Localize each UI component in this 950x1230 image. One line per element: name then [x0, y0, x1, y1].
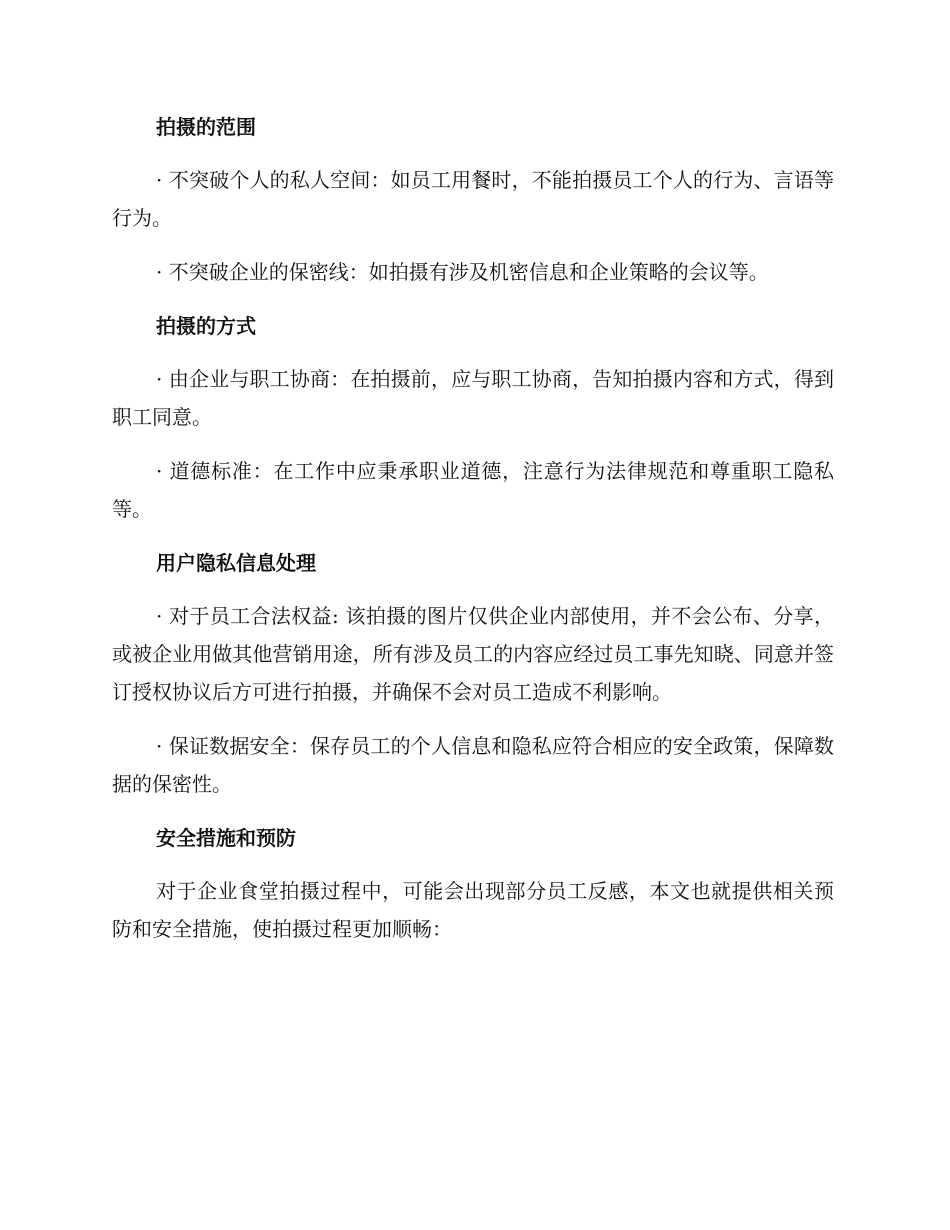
paragraph-private-space: · 不突破个人的私人空间：如员工用餐时，不能拍摄员工个人的行为、言语等行为。 [112, 168, 834, 230]
document-page [112, 108, 834, 948]
paragraph-data-security: · 保证数据安全：保存员工的个人信息和隐私应符合相应的安全政策，保障数据的保密性。 [112, 734, 834, 796]
paragraph-negotiation: · 由企业与职工协商：在拍摄前，应与职工协商，告知拍摄内容和方式，得到职工同意。 [112, 367, 834, 429]
section-heading-shooting-method: 拍摄的方式 [156, 314, 256, 338]
paragraph-employee-rights: · 对于员工合法权益: 该拍摄的图片仅供企业内部使用，并不会公布、分享，或被企业用做其他营销用途，所有涉及员工的内容应经过员工事先知晓、同意并签订授权协议后方可进行拍摄，并确保不会对员工造成不利影响。 [112, 604, 834, 704]
section-heading-privacy-handling: 用户隐私信息处理 [156, 551, 316, 575]
paragraph-ethics: · 道德标准：在工作中应秉承职业道德，注意行为法律规范和尊重职工隐私等。 [112, 459, 834, 521]
section-heading-shooting-scope: 拍摄的范围 [156, 115, 256, 139]
section-heading-safety-measures: 安全措施和预防 [156, 826, 296, 850]
paragraph-confidentiality: · 不突破企业的保密线：如拍摄有涉及机密信息和企业策略的会议等。 [156, 260, 769, 284]
paragraph-safety-intro: 对于企业食堂拍摄过程中，可能会出现部分员工反感，本文也就提供相关预防和安全措施，使拍摄过程更加顺畅： [112, 879, 834, 941]
